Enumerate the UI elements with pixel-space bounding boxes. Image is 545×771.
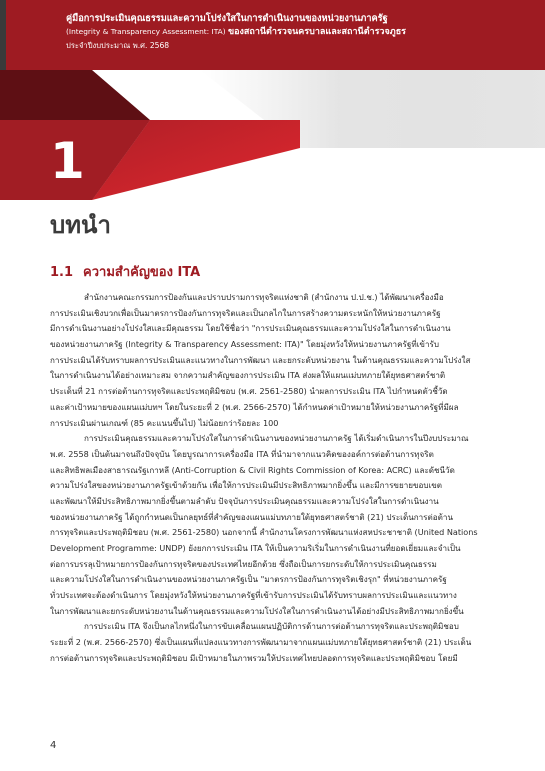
chapter-number: 1 — [50, 132, 85, 190]
text-line: การประเมินคุณธรรมและความโปร่งใสในการดำเนินงานของหน่วยงานภาครัฐ ได้เริ่มดำเนินการในปีงบประมาณ — [84, 433, 469, 444]
text-line: ของหน่วยงานภาครัฐ ได้ถูกกำหนดเป็นกลยุทธ์ที่สำคัญของแผนแม่บทภายใต้ยุทธศาสตร์ชาติ (21) ประเด็นการต่อต้าน — [50, 511, 453, 522]
text-line: ในการพัฒนาและยกระดับหน่วยงานในด้านคุณธรรมและความโปร่งใสในการดำเนินงานได้อย่างมีประสิทธิภาพมากยิ่งขึ้น — [50, 605, 464, 616]
text-line: ประเด็นที่ 21 การต่อต้านการทุจริตและประพฤติมิชอบ (พ.ศ. 2561-2580) นำผลการประเมิน ITA ไปกำหนดตัวชี้วัด — [50, 386, 448, 397]
text-line: การประเมินเชิงบวกเพื่อเป็นมาตรการป้องกันการทุจริตและเป็นกลไกในการสร้างความตระหนักให้หน่วยงานภาครัฐ — [50, 307, 441, 318]
text-line: การประเมินผ่านเกณฑ์ (85 คะแนนขึ้นไป) ไม่น้อยกว่าร้อยละ 100 — [50, 417, 279, 428]
body-text — [50, 290, 505, 667]
page-number: 4 — [50, 740, 57, 751]
manual-title: คู่มือการประเมินคุณธรรมและความโปร่งใสในการดำเนินงานของหน่วยงานภาครัฐ — [66, 13, 388, 24]
text-line: มีการดำเนินงานอย่างโปร่งใสและมีคุณธรรม โดยใช้ชื่อว่า "การประเมินคุณธรรมและความโปร่งใสในการดำเนินงาน — [50, 323, 451, 334]
subtitle-en: (Integrity & Transparency Assessment: ITA) — [66, 27, 226, 36]
text-line: และค่าเป้าหมายของแผนแม่บทฯ โดยในระยะที่ 2 (พ.ศ. 2566-2570) ได้กำหนดค่าเป้าหมายให้หน่วยงานภาครัฐที่มีผล — [50, 401, 459, 412]
text-line: ในการดำเนินงานได้อย่างเหมาะสม จากความสำคัญของการประเมิน ITA ส่งผลให้แผนแม่บทภายใต้ยุทธศาสตร์ชาติ — [50, 370, 446, 381]
text-line: ต่อการบรรลุเป้าหมายการป้องกันการทุจริตของประเทศไทยอีกด้วย ซึ่งถือเป็นการยกระดับให้การประเมินคุณธรรม — [50, 558, 437, 569]
section-title: ความสำคัญของ ITA — [83, 265, 201, 280]
section-heading — [50, 264, 200, 282]
text-line: และสิทธิพลเมืองสาธารณรัฐเกาหลี (Anti-Corruption & Civil Rights Commission of Korea: ACRC) และดัชนีวัด — [50, 464, 455, 475]
text-line: พ.ศ. 2558 เป็นต้นมาจนถึงปัจจุบัน โดยบูรณาการเครื่องมือ ITA ที่นำมาจากแนวคิดของอค์การต่อต้านการทุจริต — [50, 448, 434, 459]
text-line: และพัฒนาให้มีประสิทธิภาพมากยิ่งขึ้นตามลำดับ ปัจจุบันการประเมินคุณธรรมและความโปร่งใสในการดำเนินงาน — [50, 495, 439, 506]
chapter-title: บทนำ — [50, 211, 111, 239]
text-line: สำนักงานคณะกรรมการป้องกันและปราบปรามการทุจริตแห่งชาติ (สำนักงาน ป.ป.ช.) ได้พัฒนาเครื่องมือ — [84, 292, 444, 302]
subtitle-th: ของสถานีตำรวจนครบาลและสถานีตำรวจภูธร — [227, 27, 407, 37]
text-line: ความโปร่งใสของหน่วยงานภาครัฐเข้าด้วยกัน เพื่อให้การประเมินมีประสิทธิภาพมากยิ่งขึ้น และมีการขยายขอบเขต — [50, 480, 443, 491]
text-line: การทุจริตและประพฤติมิชอบ (พ.ศ. 2561-2580) นอกจากนี้ สำนักงานโครงการพัฒนาแห่งสหประชาชาติ (United Nations — [50, 527, 478, 538]
fiscal-year: ประจำปีงบประมาณ พ.ศ. 2568 — [66, 41, 170, 50]
text-line: การประเมินได้รับทราบผลการประเมินและแนวทางในการพัฒนา และยกระดับหน่วยงาน ในด้านคุณธรรมและความโปร่งใส — [50, 354, 471, 365]
text-line: ของหน่วยงานภาครัฐ (Integrity & Transparency Assessment: ITA)" โดยมุ่งหวังให้หน่วยงานภาครัฐที่เข้ารับ — [50, 339, 439, 350]
text-line: การประเมิน ITA จึงเป็นกลไกหนึ่งในการขับเคลื่อนแผนปฏิบัติการด้านการต่อต้านการทุจริตและประพฤติมิชอบ — [84, 621, 459, 632]
text-line: ทั่วประเทศจะต้องดำเนินการ โดยมุ่งหวังให้หน่วยงานภาครัฐที่เข้ารับการประเมินได้รับทราบผลการประเมินและแนวทาง — [50, 590, 457, 601]
text-line: และความโปร่งใสในการดำเนินงานของหน่วยงานภาครัฐเป็น "มาตรการป้องกันการทุจริตเชิงรุก" ที่หน่วยงานภาครัฐ — [50, 574, 447, 585]
text-line: ระยะที่ 2 (พ.ศ. 2566-2570) ซึ่งเป็นแผนที่แปลงแนวทางการพัฒนามาจากแผนแม่บทภายใต้ยุทธศาสตร์ชาติ (21) ประเด็น — [50, 637, 472, 648]
text-line: การต่อต้านการทุจริตและประพฤติมิชอบ มีเป้าหมายในภาพรวมให้ประเทศไทยปลอดการทุจริตและประพฤติมิชอบ โดยมี — [50, 652, 458, 663]
header-text-block — [66, 12, 536, 52]
section-number: 1.1 — [50, 265, 74, 280]
text-line: Development Programme: UNDP) ยังยกการประเมิน ITA ให้เป็นความริเริ่มในการดำเนินงานที่ยอดเยี่ยมและจำเป็น — [50, 543, 461, 553]
header-accent-stripe — [0, 0, 6, 70]
manual-subtitle — [66, 25, 536, 39]
